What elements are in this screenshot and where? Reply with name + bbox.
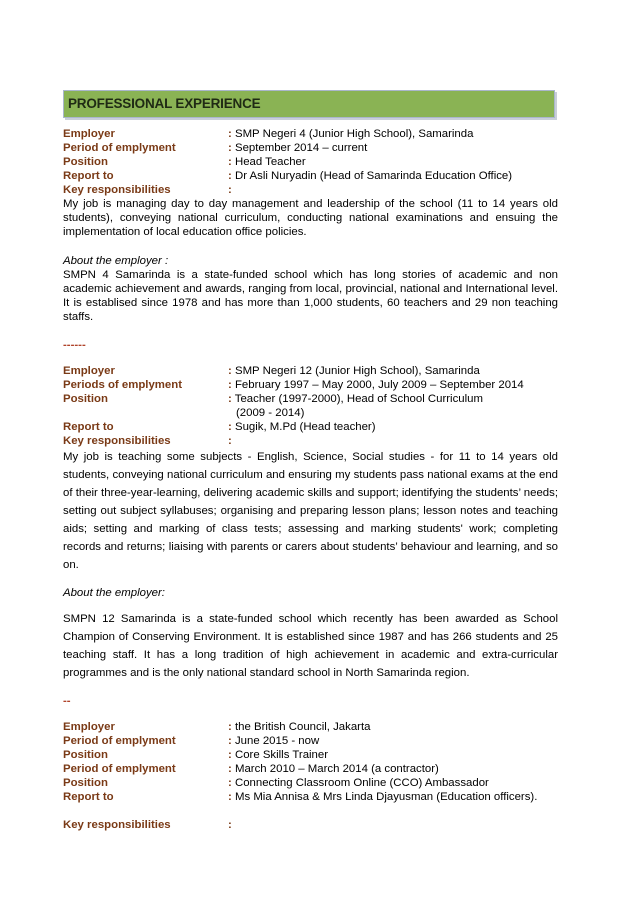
colon: : — [228, 763, 232, 775]
separator: ------ — [63, 339, 86, 351]
field-value: Connecting Classroom Online (CCO) Ambassador — [234, 777, 489, 789]
job1-about-text: SMPN 4 Samarinda is a state-funded school which has long stories of academic and non academic achievement and awards, ranging from local, provincial, national and International level. It is establised since 1978 and has more than 1,000 students, 60 teachers and 29 non teaching staffs. — [63, 269, 558, 323]
job1-details — [63, 127, 558, 324]
job1-about-heading: About the employer : — [63, 255, 169, 267]
job2-row — [63, 364, 558, 378]
colon: : — [228, 749, 232, 761]
field-value: SMP Negeri 4 (Junior High School), Samarinda — [234, 128, 474, 140]
colon: : — [228, 393, 232, 405]
colon: : — [228, 170, 232, 182]
colon: : — [228, 184, 232, 196]
field-label: Period of emplyment — [63, 142, 176, 154]
job1-responsibilities: My job is managing day to day management and leadership of the school (11 to 14 years old students), conveying national curriculum, conducting national examinations and ensuing the implementation of local education office policies. — [63, 198, 558, 238]
field-label: Periods of emplyment — [63, 379, 182, 391]
job1-row — [63, 183, 558, 197]
field-value: September 2014 – current — [234, 142, 368, 154]
field-value: Sugik, M.Pd (Head teacher) — [234, 421, 376, 433]
job3-row — [63, 776, 558, 790]
field-label: Key responsibilities — [63, 184, 171, 196]
field-label: Position — [63, 749, 108, 761]
field-label: Period of emplyment — [63, 763, 176, 775]
field-label: Employer — [63, 721, 115, 733]
colon: : — [228, 365, 232, 377]
job3-row — [63, 720, 558, 734]
job2-row — [63, 420, 558, 434]
field-value: Dr Asli Nuryadin (Head of Samarinda Education Office) — [234, 170, 513, 182]
job2-about-heading: About the employer: — [63, 587, 165, 599]
colon: : — [228, 735, 232, 747]
field-value: the British Council, Jakarta — [234, 721, 371, 733]
job3-row — [63, 734, 558, 748]
field-value: SMP Negeri 12 (Junior High School), Samarinda — [234, 365, 480, 377]
colon: : — [228, 819, 232, 831]
job3-row — [63, 790, 558, 804]
field-label: Position — [63, 156, 108, 168]
section-title: PROFESSIONAL EXPERIENCE — [68, 96, 261, 111]
job2-responsibilities: My job is teaching some subjects - English, Science, Social studies - for 11 to 14 years old students, conveying national curriculum and ensuring my students pass national exams at the end of their three-year-learning, delivering academic skills and support; identifying the students’ needs; setting out subject syllabuses; organising and preparing lesson plans; lesson notes and teaching aids; setting and marking of class tests; assessing and marking students' work; completing records and returns; liaising with parents or carers about students’ behaviour and learning, and so on. — [63, 451, 558, 571]
field-label: Key responsibilities — [63, 435, 171, 447]
field-label: Report to — [63, 421, 114, 433]
field-value: Head Teacher — [234, 156, 306, 168]
section-header — [63, 90, 555, 118]
field-value: Teacher (1997-2000), Head of School Curriculum — [234, 393, 483, 405]
job3-row — [63, 818, 558, 832]
field-label: Report to — [63, 791, 114, 803]
field-value: Core Skills Trainer — [234, 749, 329, 761]
field-value: (2009 - 2014) — [236, 407, 305, 419]
job3-row — [63, 762, 558, 776]
experience-content — [63, 127, 558, 832]
colon: : — [228, 379, 232, 391]
job2-row — [63, 378, 558, 392]
job1-row — [63, 127, 558, 141]
field-value: February 1997 – May 2000, July 2009 – September 2014 — [234, 379, 524, 391]
job1-row — [63, 141, 558, 155]
field-label: Position — [63, 777, 108, 789]
colon: : — [228, 142, 232, 154]
field-value: June 2015 - now — [234, 735, 320, 747]
colon: : — [228, 421, 232, 433]
field-label: Position — [63, 393, 108, 405]
job2-row — [63, 434, 558, 448]
colon: : — [228, 791, 232, 803]
job1-row — [63, 155, 558, 169]
field-label: Employer — [63, 365, 115, 377]
field-value: Ms Mia Annisa & Mrs Linda Djayusman (Education officers). — [234, 791, 538, 803]
job2-row — [63, 392, 558, 406]
job1-row — [63, 169, 558, 183]
field-label: Key responsibilities — [63, 819, 171, 831]
job2-details — [63, 364, 558, 682]
job3-row — [63, 748, 558, 762]
colon: : — [228, 777, 232, 789]
field-value: March 2010 – March 2014 (a contractor) — [234, 763, 439, 775]
separator: -- — [63, 695, 71, 707]
job2-row — [63, 406, 558, 420]
colon: : — [228, 435, 232, 447]
field-label: Report to — [63, 170, 114, 182]
job2-about-text: SMPN 12 Samarinda is a state-funded school which recently has been awarded as School Champion of Conserving Environment. It is established since 1987 and has 266 students and 25 teaching staff. It has a long tradition of high achievement in academic and extra-curricular programmes and is the only national standard school in North Samarinda region. — [63, 613, 558, 679]
field-label: Period of emplyment — [63, 735, 176, 747]
job3-details — [63, 720, 558, 832]
field-label: Employer — [63, 128, 115, 140]
colon: : — [228, 721, 232, 733]
colon: : — [228, 156, 232, 168]
colon: : — [228, 128, 232, 140]
